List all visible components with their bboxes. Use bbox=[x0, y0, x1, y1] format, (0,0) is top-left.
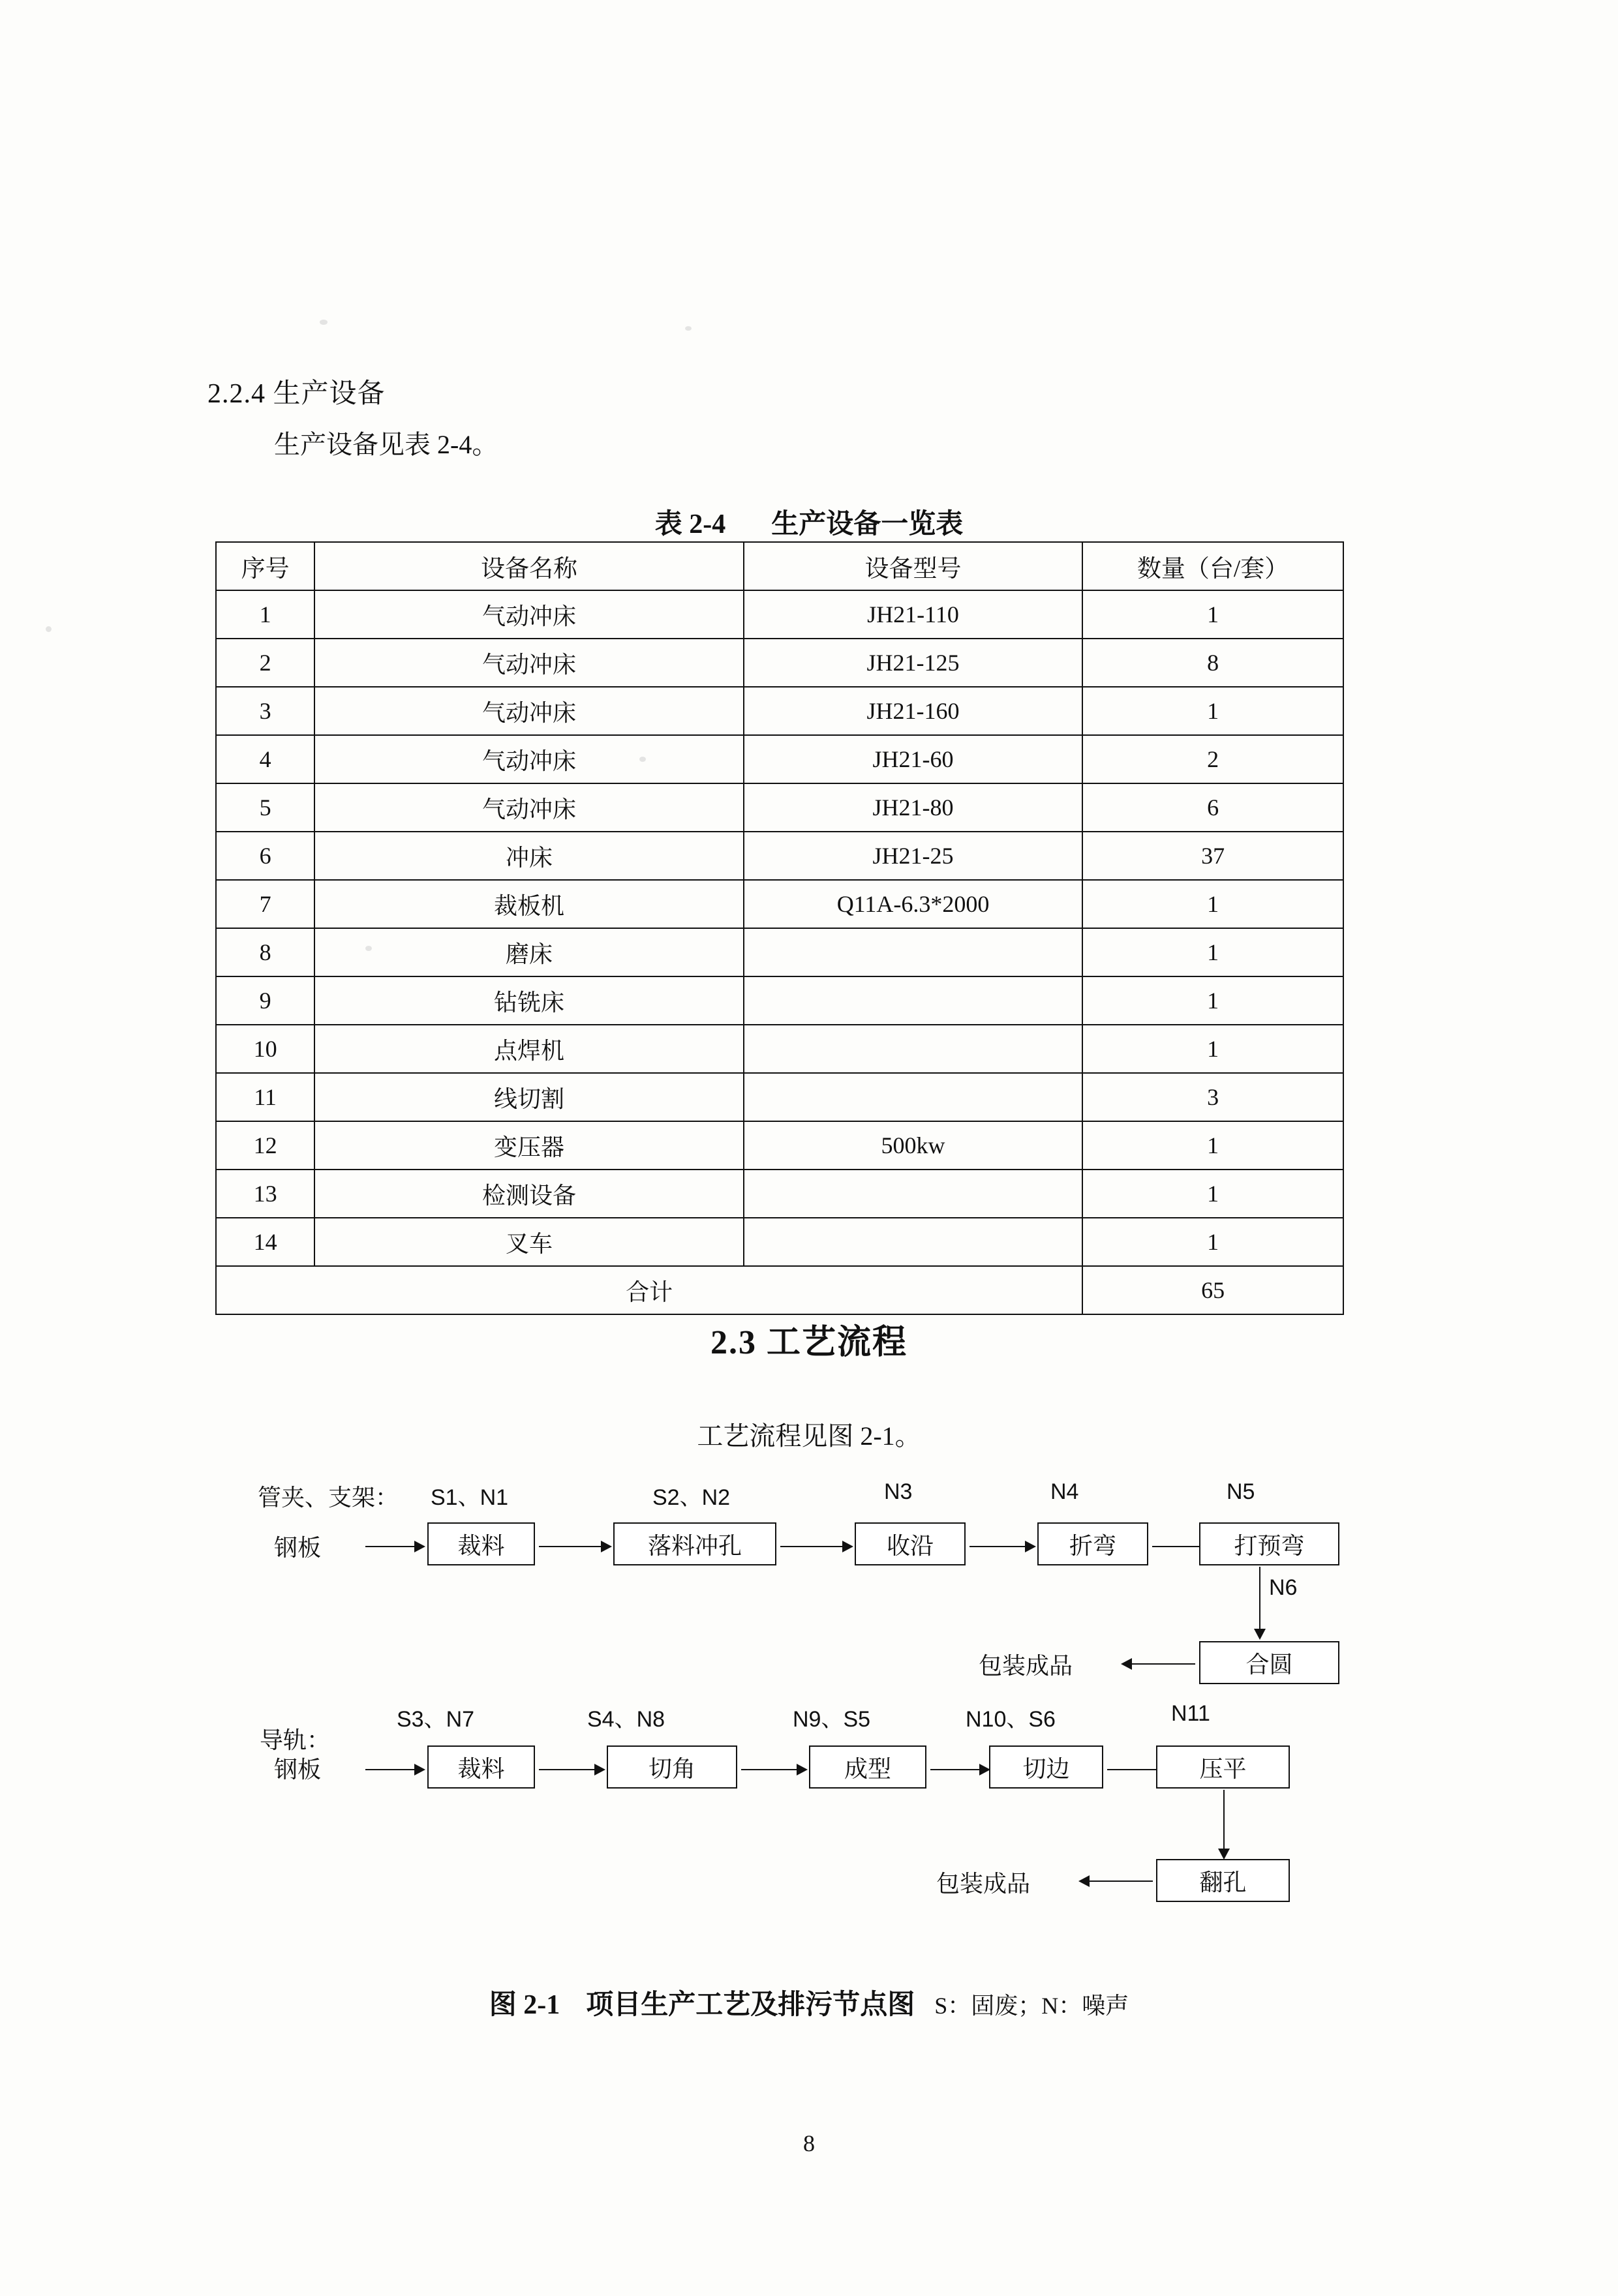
node-heyuan: 合圆 bbox=[1199, 1641, 1339, 1684]
cell-name: 气动冲床 bbox=[314, 687, 744, 735]
table-row bbox=[216, 928, 1343, 976]
cell-no: 5 bbox=[216, 783, 314, 832]
cell-no: 1 bbox=[216, 590, 314, 639]
table-row bbox=[216, 639, 1343, 687]
table-row bbox=[216, 1025, 1343, 1073]
cell-name: 钻铣床 bbox=[314, 976, 744, 1025]
cell-no: 12 bbox=[216, 1121, 314, 1170]
cell-no: 11 bbox=[216, 1073, 314, 1121]
table-caption-text: 生产设备一览表 bbox=[771, 509, 964, 539]
table-caption-number: 表 2-4 bbox=[654, 509, 726, 539]
tag-s2-n2: S2、N2 bbox=[652, 1485, 731, 1510]
cell-no: 8 bbox=[216, 928, 314, 976]
cell-name: 线切割 bbox=[314, 1073, 744, 1121]
table-row bbox=[216, 880, 1343, 928]
cell-model bbox=[744, 928, 1082, 976]
figure-caption bbox=[0, 1983, 1618, 2022]
node-cailiao-1: 裁料 bbox=[427, 1522, 535, 1565]
cell-no: 14 bbox=[216, 1218, 314, 1266]
cell-no: 4 bbox=[216, 735, 314, 783]
arrow-input2 bbox=[365, 1769, 424, 1770]
node-fankong: 翻孔 bbox=[1156, 1859, 1290, 1902]
table-row bbox=[216, 832, 1343, 880]
arrow-6-output bbox=[1122, 1663, 1195, 1665]
cell-name: 变压器 bbox=[314, 1121, 744, 1170]
arrow-r2-6-output bbox=[1080, 1881, 1153, 1882]
scan-speck bbox=[46, 626, 52, 632]
tag-s1-n1: S1、N1 bbox=[431, 1485, 509, 1510]
arrow-input1 bbox=[365, 1546, 424, 1547]
cell-qty: 1 bbox=[1082, 1025, 1343, 1073]
cell-model: JH21-160 bbox=[744, 687, 1082, 735]
cell-qty: 37 bbox=[1082, 832, 1343, 880]
cell-name: 裁板机 bbox=[314, 880, 744, 928]
scan-speck bbox=[685, 326, 692, 331]
group1-label: 管夹、支架： bbox=[258, 1485, 399, 1511]
arrow-2-3 bbox=[780, 1546, 852, 1547]
group2-label: 导轨： bbox=[260, 1727, 331, 1753]
cell-qty: 2 bbox=[1082, 735, 1343, 783]
table-header-qty: 数量（台/套） bbox=[1082, 542, 1343, 590]
cell-model: JH21-110 bbox=[744, 590, 1082, 639]
cell-qty: 1 bbox=[1082, 687, 1343, 735]
cell-no: 7 bbox=[216, 880, 314, 928]
total-label: 合计 bbox=[216, 1266, 1082, 1314]
cell-no: 9 bbox=[216, 976, 314, 1025]
tag-n3: N3 bbox=[884, 1479, 913, 1504]
figure-legend: S：固废；N：噪声 bbox=[934, 1993, 1129, 2019]
node-yaping: 压平 bbox=[1156, 1745, 1290, 1789]
input1-label: 钢板 bbox=[274, 1535, 322, 1561]
cell-model bbox=[744, 1170, 1082, 1218]
section-intro: 生产设备见表 2-4。 bbox=[274, 430, 498, 459]
tag-n5: N5 bbox=[1227, 1479, 1255, 1504]
cell-name: 气动冲床 bbox=[314, 783, 744, 832]
table-row bbox=[216, 976, 1343, 1025]
tag-s3-n7: S3、N7 bbox=[397, 1707, 475, 1732]
table-header-model: 设备型号 bbox=[744, 542, 1082, 590]
cell-qty: 1 bbox=[1082, 928, 1343, 976]
arrow-r2-2-3 bbox=[741, 1769, 806, 1770]
table-row bbox=[216, 1073, 1343, 1121]
scan-speck bbox=[320, 320, 328, 325]
tag-n11: N11 bbox=[1171, 1701, 1210, 1726]
node-dayuwan: 打预弯 bbox=[1199, 1522, 1339, 1565]
table-total-row bbox=[216, 1266, 1343, 1314]
input2-label: 钢板 bbox=[274, 1757, 322, 1783]
cell-qty: 1 bbox=[1082, 880, 1343, 928]
cell-name: 气动冲床 bbox=[314, 590, 744, 639]
cell-name: 气动冲床 bbox=[314, 639, 744, 687]
cell-qty: 6 bbox=[1082, 783, 1343, 832]
cell-model: Q11A-6.3*2000 bbox=[744, 880, 1082, 928]
cell-model: JH21-80 bbox=[744, 783, 1082, 832]
cell-model bbox=[744, 1073, 1082, 1121]
tag-n6: N6 bbox=[1269, 1575, 1298, 1600]
output1-label: 包装成品 bbox=[979, 1653, 1073, 1679]
process-flow-diagram bbox=[0, 1455, 1618, 1976]
cell-no: 10 bbox=[216, 1025, 314, 1073]
table-row bbox=[216, 590, 1343, 639]
flow-section-heading: 2.3 工艺流程 bbox=[710, 1324, 908, 1361]
cell-model: JH21-60 bbox=[744, 735, 1082, 783]
table-row bbox=[216, 1121, 1343, 1170]
node-qiebian: 切边 bbox=[989, 1745, 1103, 1789]
node-cailiao-2: 裁料 bbox=[427, 1745, 535, 1789]
cell-qty: 1 bbox=[1082, 1218, 1343, 1266]
cell-name: 气动冲床 bbox=[314, 735, 744, 783]
arrow-5-6 bbox=[1259, 1567, 1260, 1639]
cell-model bbox=[744, 1218, 1082, 1266]
cell-model: 500kw bbox=[744, 1121, 1082, 1170]
arrow-3-4 bbox=[969, 1546, 1035, 1547]
page-number: 8 bbox=[803, 2130, 815, 2156]
cell-no: 3 bbox=[216, 687, 314, 735]
cell-qty: 3 bbox=[1082, 1073, 1343, 1121]
cell-qty: 1 bbox=[1082, 1170, 1343, 1218]
node-qiejiao: 切角 bbox=[607, 1745, 737, 1789]
tag-n10-s6: N10、S6 bbox=[966, 1707, 1056, 1732]
cell-qty: 8 bbox=[1082, 639, 1343, 687]
tag-n4: N4 bbox=[1050, 1479, 1079, 1504]
flow-section-intro: 工艺流程见图 2-1。 bbox=[697, 1421, 921, 1451]
cell-model: JH21-125 bbox=[744, 639, 1082, 687]
cell-name: 点焊机 bbox=[314, 1025, 744, 1073]
equipment-table bbox=[215, 541, 1344, 1315]
figure-caption-number: 图 2-1 bbox=[489, 1990, 560, 2020]
cell-model bbox=[744, 976, 1082, 1025]
figure-caption-text: 项目生产工艺及排污节点图 bbox=[586, 1990, 915, 2020]
table-row bbox=[216, 783, 1343, 832]
table-row bbox=[216, 1218, 1343, 1266]
table-row bbox=[216, 1170, 1343, 1218]
node-shouyan: 收沿 bbox=[855, 1522, 966, 1565]
cell-no: 6 bbox=[216, 832, 314, 880]
arrow-r2-1-2 bbox=[539, 1769, 604, 1770]
cell-name: 叉车 bbox=[314, 1218, 744, 1266]
cell-no: 13 bbox=[216, 1170, 314, 1218]
cell-model bbox=[744, 1025, 1082, 1073]
cell-model: JH21-25 bbox=[744, 832, 1082, 880]
arrow-1-2 bbox=[539, 1546, 611, 1547]
cell-name: 磨床 bbox=[314, 928, 744, 976]
cell-name: 检测设备 bbox=[314, 1170, 744, 1218]
table-header-name: 设备名称 bbox=[314, 542, 744, 590]
node-chengxing: 成型 bbox=[809, 1745, 926, 1789]
cell-qty: 1 bbox=[1082, 590, 1343, 639]
cell-qty: 1 bbox=[1082, 976, 1343, 1025]
table-header-row bbox=[216, 542, 1343, 590]
cell-qty: 1 bbox=[1082, 1121, 1343, 1170]
total-qty: 65 bbox=[1082, 1266, 1343, 1314]
tag-n9-s5: N9、S5 bbox=[793, 1707, 871, 1732]
node-luoliaochongkong: 落料冲孔 bbox=[613, 1522, 776, 1565]
node-zhewan: 折弯 bbox=[1037, 1522, 1148, 1565]
arrow-r2-3-4 bbox=[930, 1769, 989, 1770]
arrow-r2-5-6 bbox=[1223, 1790, 1225, 1858]
tag-s4-n8: S4、N8 bbox=[587, 1707, 665, 1732]
table-header-no: 序号 bbox=[216, 542, 314, 590]
table-row bbox=[216, 735, 1343, 783]
table-caption bbox=[0, 502, 1618, 541]
section-heading: 2.2.4 生产设备 bbox=[207, 379, 386, 409]
cell-no: 2 bbox=[216, 639, 314, 687]
cell-name: 冲床 bbox=[314, 832, 744, 880]
output2-label: 包装成品 bbox=[936, 1871, 1031, 1897]
table-row bbox=[216, 687, 1343, 735]
